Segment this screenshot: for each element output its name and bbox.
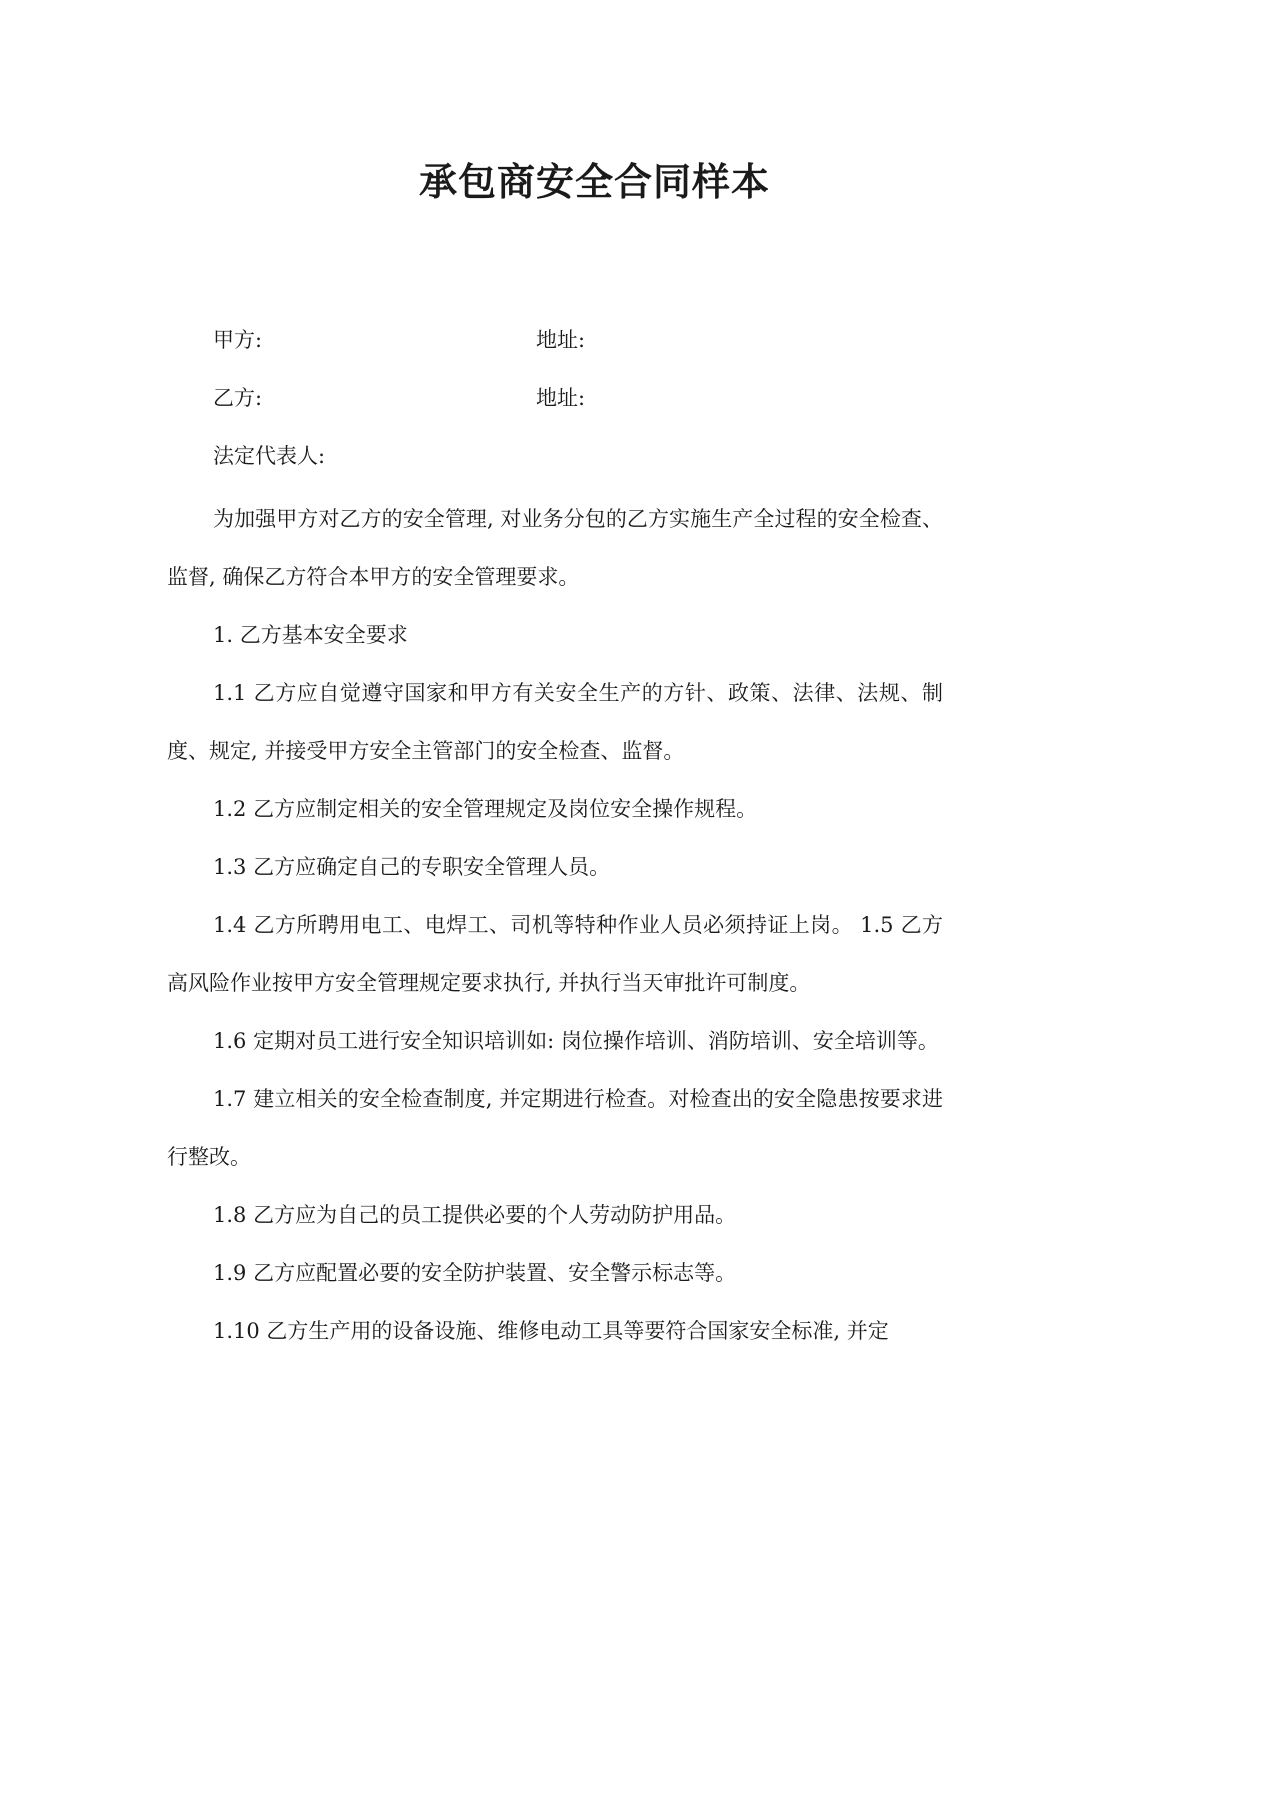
clause-1-2: 1.2 乙方应制定相关的安全管理规定及岗位安全操作规程。 [213, 797, 758, 821]
clause-1-9: 1.9 乙方应配置必要的安全防护装置、安全警示标志等。 [213, 1261, 737, 1285]
party-b-row [0, 380, 1110, 416]
legal-rep-label: 法定代表人: [213, 444, 326, 468]
legal-rep-row [0, 438, 1110, 474]
section-heading: 1. 乙方基本安全要求 [213, 623, 408, 647]
clause-1-10: 1.10 乙方生产用的设备设施、维修电动工具等要符合国家安全标准, 并定 [213, 1319, 889, 1343]
party-a-row [0, 322, 1110, 358]
party-b-label: 乙方: [213, 386, 263, 410]
clause-1-1: 1.1 乙方应自觉遵守国家和甲方有关安全生产的方针、政策、法律、法规、制度、规定, 并接受甲方安全主管部门的安全检查、监督。 [167, 681, 943, 763]
clause-1-6: 1.6 定期对员工进行安全知识培训如: 岗位操作培训、消防培训、安全培训等。 [213, 1029, 939, 1053]
intro-paragraph: 为加强甲方对乙方的安全管理, 对业务分包的乙方实施生产全过程的安全检查、监督, 确保乙方符合本甲方的安全管理要求。 [167, 507, 943, 589]
contract-body [167, 490, 943, 1360]
clause-1-8: 1.8 乙方应为自己的员工提供必要的个人劳动防护用品。 [213, 1203, 737, 1227]
clause-1-7: 1.7 建立相关的安全检查制度, 并定期进行检查。对检查出的安全隐患按要求进行整改。 [167, 1087, 943, 1169]
party-a-label: 甲方: [213, 328, 263, 352]
document-title: 承包商安全合同样本 [418, 159, 770, 204]
party-b-address-label: 地址: [536, 386, 586, 410]
clause-1-4-1-5: 1.4 乙方所聘用电工、电焊工、司机等特种作业人员必须持证上岗。 1.5 乙方高风险作业按甲方安全管理规定要求执行, 并执行当天审批许可制度。 [167, 913, 943, 995]
party-a-address-label: 地址: [536, 328, 586, 352]
clause-1-3: 1.3 乙方应确定自己的专职安全管理人员。 [213, 855, 611, 879]
